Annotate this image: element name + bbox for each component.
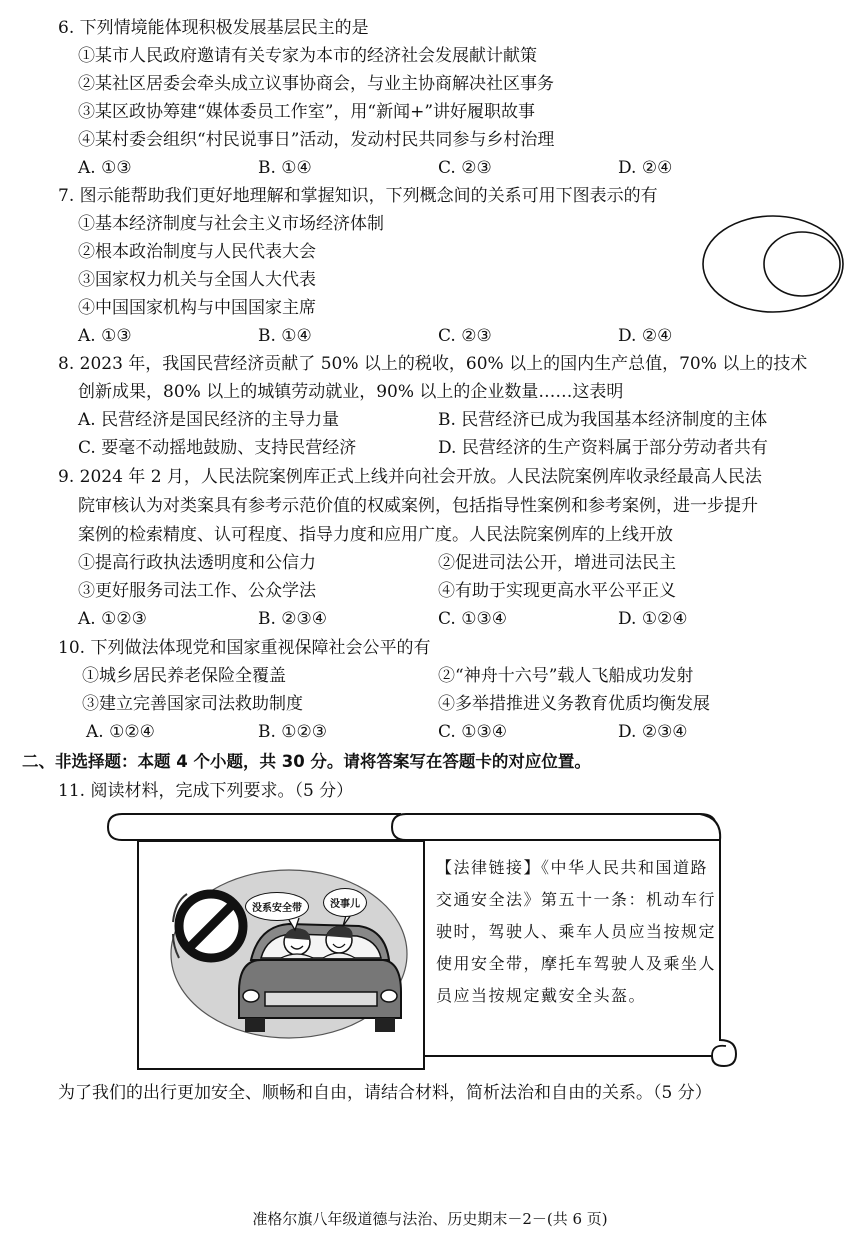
- q9-option-c: C. ①③④: [438, 609, 507, 629]
- q9-option-a: A. ①②③: [78, 609, 147, 629]
- q10-option-a: A. ①②④: [86, 722, 155, 742]
- q7-item-4: ④中国国家机构与中国国家主席: [78, 298, 316, 318]
- q8-stem-line-1: 8. 2023 年，我国民营经济贡献了 50% 以上的税收，60% 以上的国内生产总值，70% 以上的技术: [58, 354, 808, 374]
- nested-ellipse-diagram: [700, 212, 850, 320]
- q7-option-a: A. ①③: [78, 326, 132, 346]
- inner-ellipse: [764, 232, 840, 296]
- q7-item-2: ②根本政治制度与人民代表大会: [78, 242, 316, 262]
- q9-stem-line-2: 院审核认为对类案具有参考示范价值的权威案例，包括指导性案例和参考案例，进一步提升: [78, 496, 758, 516]
- q8-stem-line-2: 创新成果，80% 以上的城镇劳动就业，90% 以上的企业数量……这表明: [78, 382, 624, 402]
- q6-option-b: B. ①④: [258, 158, 312, 178]
- q6-option-c: C. ②③: [438, 158, 492, 178]
- q6-option-a: A. ①③: [78, 158, 132, 178]
- q7-option-c: C. ②③: [438, 326, 492, 346]
- q9-stem-line-1: 9. 2024 年 2 月，人民法院案例库正式上线并向社会开放。人民法院案例库收录经最高人民法: [58, 467, 762, 487]
- prohibition-sign-icon: [173, 894, 243, 958]
- scroll-top-roll-left: [108, 814, 400, 840]
- seatbelt-cartoon: [139, 842, 423, 1068]
- q10-option-c: C. ①③④: [438, 722, 507, 742]
- q8-option-a: A. 民营经济是国民经济的主导力量: [78, 410, 340, 430]
- illustration-panel: [137, 840, 425, 1070]
- q7-option-d: D. ②④: [618, 326, 673, 346]
- q10-item-2: ②“神舟十六号”载人飞船成功发射: [438, 666, 694, 686]
- q6-stem: 6. 下列情境能体现积极发展基层民主的是: [58, 18, 369, 38]
- section-2-heading: 二、非选择题：本题 4 个小题，共 30 分。请将答案写在答题卡的对应位置。: [22, 752, 591, 771]
- q7-option-b: B. ①④: [258, 326, 312, 346]
- q8-option-d: D. 民营经济的生产资料属于部分劳动者共有: [438, 438, 768, 458]
- law-link-text: 【法律链接】《中华人民共和国道路交通安全法》第五十一条：机动车行驶时，驾驶人、乘车人员应当按规定使用安全带，摩托车驾驶人及乘坐人员应当按规定戴安全头盔。: [436, 858, 717, 1005]
- q9-option-b: B. ②③④: [258, 609, 328, 629]
- q7-stem: 7. 图示能帮助我们更好地理解和掌握知识，下列概念间的关系可用下图表示的有: [58, 186, 658, 206]
- q6-item-1: ①某市人民政府邀请有关专家为本市的经济社会发展献计献策: [78, 46, 537, 66]
- q9-item-4: ④有助于实现更高水平公平正义: [438, 581, 676, 601]
- q10-stem: 10. 下列做法体现党和国家重视保障社会公平的有: [58, 638, 431, 658]
- speech-bubble-driver: 没系安全带: [245, 892, 309, 921]
- q11-stem: 11. 阅读材料，完成下列要求。（5 分）: [58, 781, 354, 801]
- q9-stem-line-3: 案例的检索精度、认可程度、指导力度和应用广度。人民法院案例库的上线开放: [78, 525, 673, 545]
- q6-item-4: ④某村委会组织“村民说事日”活动，发动村民共同参与乡村治理: [78, 130, 555, 150]
- q6-item-3: ③某区政协筹建“媒体委员工作室”，用“新闻+”讲好履职故事: [78, 102, 536, 122]
- q10-item-1: ①城乡居民养老保险全覆盖: [82, 666, 286, 686]
- q7-item-3: ③国家权力机关与全国人大代表: [78, 270, 316, 290]
- q9-item-1: ①提高行政执法透明度和公信力: [78, 553, 316, 573]
- q7-item-1: ①基本经济制度与社会主义市场经济体制: [78, 214, 384, 234]
- q6-item-2: ②某社区居委会牵头成立议事协商会，与业主协商解决社区事务: [78, 74, 554, 94]
- q8-option-b: B. 民营经济已成为我国基本经济制度的主体: [438, 410, 768, 430]
- q8-option-c: C. 要毫不动摇地鼓励、支持民营经济: [78, 438, 357, 458]
- page-footer: 准格尔旗八年级道德与法治、历史期末－2－(共 6 页): [252, 1210, 608, 1228]
- q9-item-3: ③更好服务司法工作、公众学法: [78, 581, 316, 601]
- q10-option-d: D. ②③④: [618, 722, 688, 742]
- q11-question: 为了我们的出行更加安全、顺畅和自由，请结合材料，简析法治和自由的关系。（5 分）: [58, 1083, 712, 1103]
- q6-option-d: D. ②④: [618, 158, 673, 178]
- outer-ellipse: [703, 216, 843, 312]
- q9-item-2: ②促进司法公开，增进司法民主: [438, 553, 676, 573]
- q10-option-b: B. ①②③: [258, 722, 328, 742]
- q10-item-4: ④多举措推进义务教育优质均衡发展: [438, 694, 710, 714]
- q9-option-d: D. ①②④: [618, 609, 688, 629]
- scroll-top-roll-right: [392, 814, 716, 840]
- q10-item-3: ③建立完善国家司法救助制度: [82, 694, 303, 714]
- speech-bubble-passenger: 没事儿: [323, 888, 367, 917]
- car-icon: [239, 924, 401, 1032]
